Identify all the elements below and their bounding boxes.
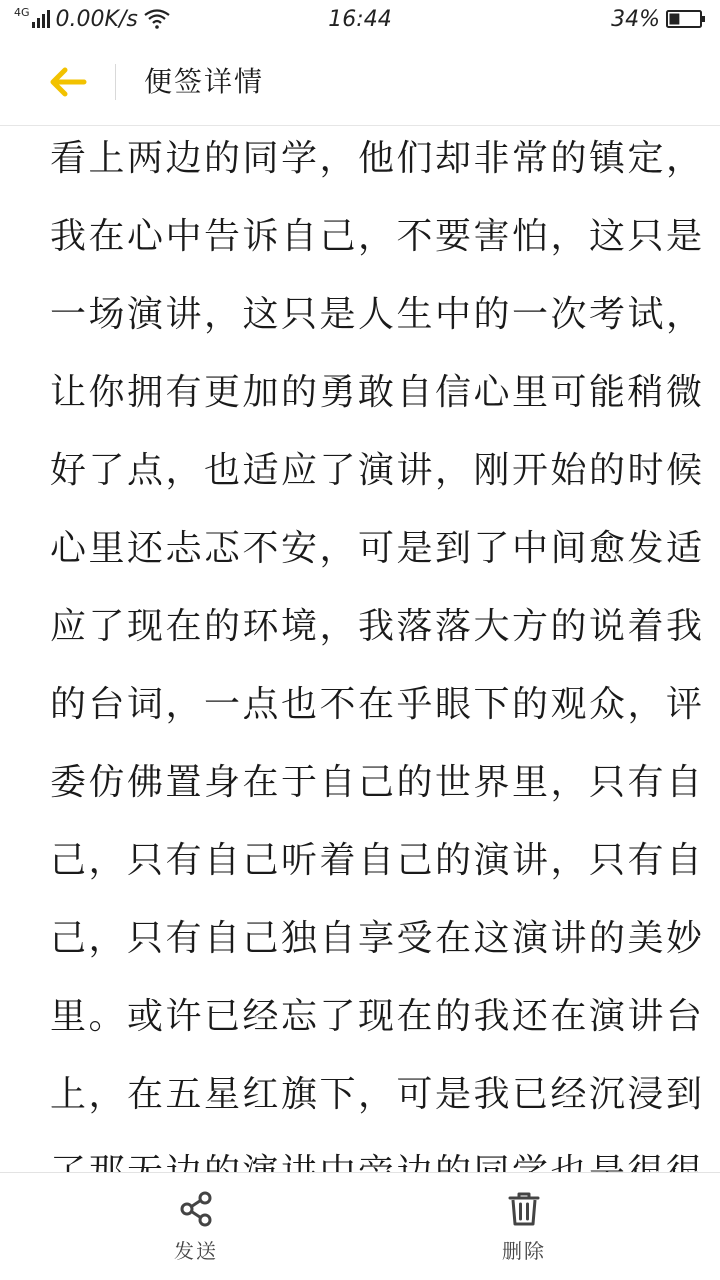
share-label: 发送	[174, 1239, 218, 1263]
wifi-icon	[144, 9, 170, 29]
delete-button[interactable]	[464, 1191, 584, 1271]
note-line: 好了点，也适应了演讲，刚开始的时候	[50, 450, 705, 491]
status-time: 16:44	[328, 6, 392, 32]
status-right	[611, 7, 706, 32]
status-left	[14, 7, 170, 32]
battery-percent: 34%	[611, 6, 660, 32]
bottom-action-bar	[0, 1172, 720, 1280]
note-line: 的台词，一点也不在乎眼下的观众，评	[50, 684, 705, 725]
header-divider	[115, 64, 116, 100]
header	[0, 38, 720, 126]
note-line: 应了现在的环境，我落落大方的说着我	[50, 606, 705, 647]
page-title: 便签详情	[144, 65, 265, 98]
note-line: 一场演讲，这只是人生中的一次考试，	[50, 294, 705, 335]
note-line: 己，只有自己独自享受在这演讲的美妙	[50, 918, 705, 959]
note-line: 己，只有自己听着自己的演讲，只有自	[50, 840, 705, 881]
note-line: 里。或许已经忘了现在的我还在演讲台	[50, 996, 705, 1037]
note-line: 心里还忐忑不安，可是到了中间愈发适	[50, 528, 705, 569]
signal-icon	[32, 10, 50, 28]
note-line: 看上两边的同学，他们却非常的镇定，	[50, 138, 705, 179]
note-line: 委仿佛置身在于自己的世界里，只有自	[50, 762, 705, 803]
share-button[interactable]	[136, 1191, 256, 1271]
battery-icon	[666, 9, 706, 29]
note-line: 我在心中告诉自己，不要害怕，这只是	[50, 216, 705, 257]
note-line: 让你拥有更加的勇敢自信心里可能稍微	[50, 372, 705, 413]
delete-label: 删除	[502, 1239, 546, 1263]
share-icon	[178, 1191, 214, 1227]
note-line: 上，在五星红旗下，可是我已经沉浸到	[50, 1074, 705, 1115]
network-type: 4G	[14, 5, 30, 19]
net-speed: 0.00K/s	[55, 6, 138, 32]
trash-icon	[507, 1191, 541, 1227]
back-button[interactable]	[36, 58, 100, 106]
note-content[interactable]	[50, 126, 705, 1172]
back-arrow-icon	[48, 66, 88, 98]
status-bar	[0, 0, 720, 38]
